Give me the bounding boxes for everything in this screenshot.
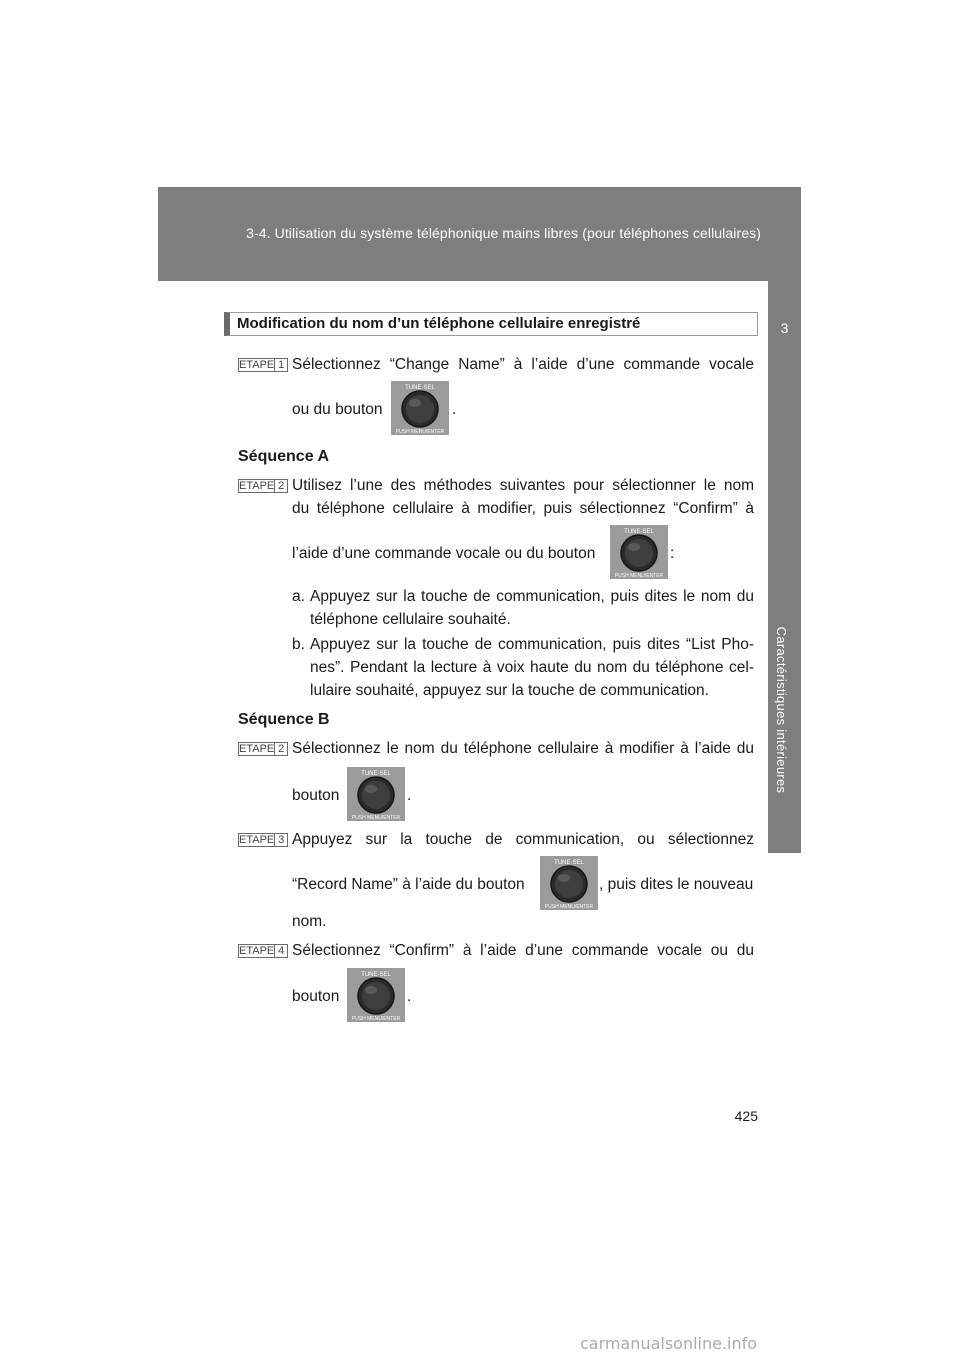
step-text: Sélectionnez “Confirm” à l’aide d’une commande vocale ou du [292,942,754,959]
step-text: Sélectionnez le nom du téléphone cellulaire à modifier à l’aide du [292,740,754,757]
step-text: ou du bouton [292,401,383,418]
step-badge-label: ETAPE [239,834,275,846]
step-badge [238,479,288,493]
knob-top-label: TUNE·SEL [405,385,435,391]
step-text: . [407,787,412,804]
list-item: Appuyez sur la touche de communication, puis dites le nom du [310,588,754,605]
step-badge [238,944,288,958]
step-badge-number: 3 [278,834,285,846]
section-title-text: Modification du nom d’un téléphone cellulaire enregistré [237,315,641,332]
step-badge [238,833,288,847]
knob-top-label: TUNE·SEL [361,771,391,777]
step-badge-label: ETAPE [239,480,275,492]
step-text: “Record Name” à l’aide du bouton [292,876,525,893]
step-text: du téléphone cellulaire à modifier, puis sélectionnez “Confirm” à [292,500,754,517]
step-text: . [452,401,457,418]
step-text: nom. [292,913,327,930]
header-text: 3-4. Utilisation du système téléphonique mains libres (pour téléphones cellulaires) [246,225,761,241]
tune-sel-knob-icon [347,968,405,1022]
step-text: Appuyez sur la touche de communication, ou sélectionnez [292,831,754,848]
knob-bottom-label: PUSH MENU/ENTER [395,429,445,435]
step-text: l’aide d’une commande vocale ou du bouton [292,545,596,562]
list-item-label: b. [292,636,305,653]
step-badge [238,358,288,372]
knob-top-label: TUNE·SEL [361,972,391,978]
knob-top-label: TUNE·SEL [624,529,654,535]
sequence-heading: Séquence B [238,711,330,728]
list-item: téléphone cellulaire souhaité. [310,611,511,628]
watermark: carmanualsonline.info [580,1334,758,1353]
list-item: nes”. Pendant la lecture à voix haute du nom du téléphone cel- [310,659,754,676]
side-tab-number: 3 [780,320,789,336]
step-badge-label: ETAPE [239,945,275,957]
header-band [158,187,801,281]
tune-sel-knob-icon [610,525,668,579]
list-item-label: a. [292,588,305,605]
step-badge-number: 1 [278,359,285,371]
section-title [224,312,758,336]
step-badge [238,742,288,756]
step-badge-number: 4 [278,945,285,957]
step-text: Sélectionnez “Change Name” à l’aide d’une commande vocale [292,356,754,373]
step-text: . [407,988,412,1005]
list-item: Appuyez sur la touche de communication, puis dites “List Pho- [310,636,754,653]
tune-sel-knob-icon [347,767,405,821]
step-badge-label: ETAPE [239,743,275,755]
page-number: 425 [734,1108,758,1124]
step-text: bouton [292,988,340,1005]
side-tab-label: Caractéristiques intérieures [774,626,789,794]
step-text: bouton [292,787,340,804]
step-badge-number: 2 [278,743,285,755]
step-text: Utilisez l’une des méthodes suivantes pour sélectionner le nom [292,477,754,494]
knob-top-label: TUNE·SEL [554,860,584,866]
tune-sel-knob-icon [391,381,449,435]
list-item: lulaire souhaité, appuyez sur la touche de communication. [310,682,709,699]
step-badge-label: ETAPE [239,359,275,371]
knob-bottom-label: PUSH MENU/ENTER [351,815,401,821]
knob-bottom-label: PUSH MENU/ENTER [351,1016,401,1022]
knob-bottom-label: PUSH MENU/ENTER [544,904,594,910]
step-text: : [670,545,675,562]
step-badge-number: 2 [278,480,285,492]
step-text: , puis dites le nouveau [599,876,754,893]
sequence-heading: Séquence A [238,448,329,465]
tune-sel-knob-icon [540,856,598,910]
knob-bottom-label: PUSH MENU/ENTER [614,573,664,579]
